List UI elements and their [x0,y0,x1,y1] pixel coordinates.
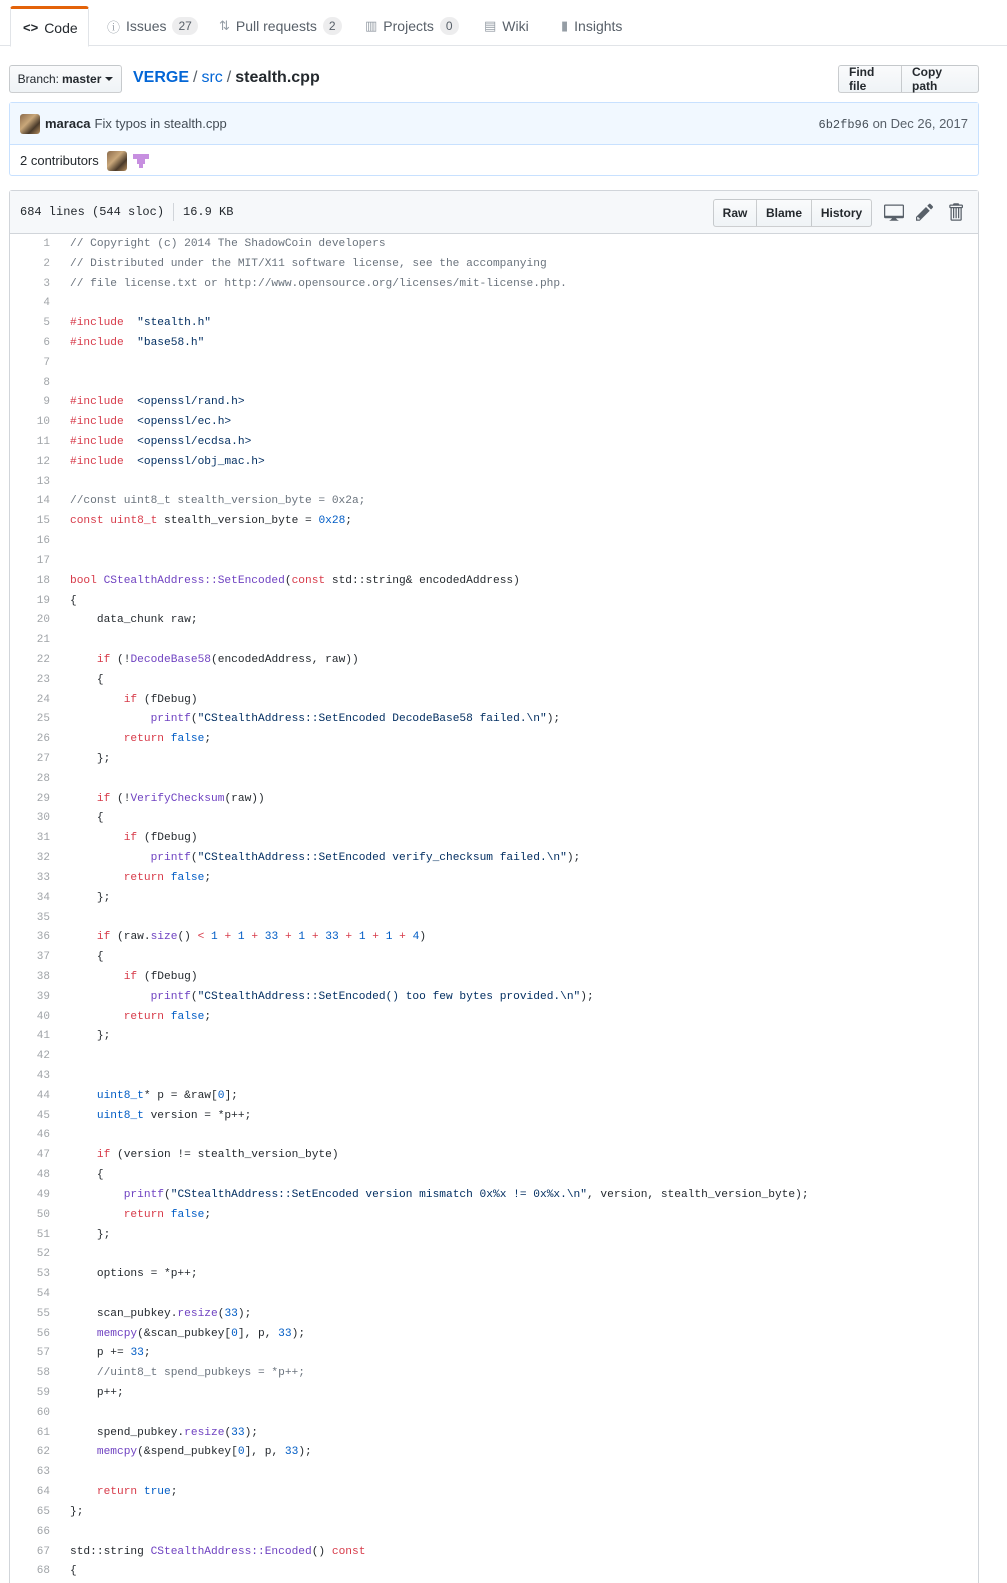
line-content: uint8_t version = *p++; [96,1109,252,1122]
line-number[interactable]: 3 [43,277,50,290]
pencil-icon[interactable] [916,202,936,222]
line-number[interactable]: 61 [36,1426,50,1439]
line-number[interactable]: 4 [43,297,50,310]
line-number[interactable]: 32 [36,852,50,865]
code-line [10,1066,978,1086]
code-line [10,908,978,928]
blame-button[interactable]: Blame [756,199,812,227]
line-number[interactable]: 19 [36,594,50,607]
code-line [10,1086,978,1106]
line-number[interactable]: 20 [36,614,50,627]
latest-commit-box [9,102,979,176]
repo-nav-tabs [0,0,1007,46]
line-content: return false; [123,733,212,746]
line-number[interactable]: 54 [36,1287,50,1300]
line-number[interactable]: 67 [36,1545,50,1558]
commit-sha-link[interactable]: 6b2fb96 [818,117,869,132]
code-line [10,987,978,1007]
line-content: memcpy(&scan_pubkey[0], p, 33); [96,1327,306,1340]
code-line [10,927,978,947]
line-content: if (version != stealth_version_byte) [96,1149,339,1162]
code-line [10,333,978,353]
line-number[interactable]: 23 [36,673,50,686]
file-viewer [9,190,979,1583]
code-line [10,710,978,730]
line-number[interactable]: 12 [36,455,50,468]
contributors-link[interactable]: 2 contributors [20,153,99,168]
code-line [10,1145,978,1165]
line-number[interactable]: 17 [36,554,50,567]
line-number[interactable]: 31 [36,832,50,845]
commit-author-link[interactable]: maraca [45,116,91,131]
line-number[interactable]: 59 [36,1387,50,1400]
line-number[interactable]: 35 [36,911,50,924]
breadcrumb-filename: stealth.cpp [235,69,320,86]
line-number[interactable]: 10 [36,416,50,429]
pull-request-icon: ⇅ [219,18,230,33]
projects-counter: 0 [440,17,459,35]
line-content: #include <openssl/rand.h> [70,396,245,409]
code-line [10,1165,978,1185]
commit-date: Dec 26, 2017 [890,115,968,131]
code-line [10,690,978,710]
line-content: { [70,1565,77,1578]
line-number[interactable]: 11 [36,436,50,449]
line-content: if (fDebug) [123,970,198,983]
code-line [10,610,978,630]
line-content: }; [70,1030,111,1043]
line-number[interactable]: 47 [36,1149,50,1162]
code-icon: <> [23,20,39,35]
code-line [10,1443,978,1463]
line-number[interactable]: 46 [36,1129,50,1142]
code-line [10,1462,978,1482]
line-number[interactable]: 29 [36,792,50,805]
raw-button[interactable]: Raw [713,199,757,227]
history-button[interactable]: History [811,199,872,227]
tab-label: Issues [126,18,167,34]
line-number[interactable]: 50 [36,1208,50,1221]
line-number[interactable]: 8 [43,376,50,389]
commit-meta [819,116,968,132]
line-number[interactable]: 14 [36,495,50,508]
code-line [10,769,978,789]
code-line [10,1205,978,1225]
breadcrumb-dir-link[interactable]: src [201,69,223,86]
code-line [10,234,978,254]
tab-label: Wiki [502,18,529,34]
contributor-avatar[interactable] [107,151,127,171]
branch-name: master [62,72,102,86]
code-line [10,393,978,413]
code-line [10,373,978,393]
code-line [10,868,978,888]
line-number[interactable]: 66 [36,1525,50,1538]
commit-message-link[interactable]: Fix typos in stealth.cpp [94,116,227,131]
line-number[interactable]: 6 [43,336,50,349]
file-size: 16.9 KB [183,205,234,219]
commit-summary [10,103,978,145]
line-content: //const uint8_t stealth_version_byte = 0x2a; [70,495,366,508]
code-line [10,1264,978,1284]
code-line [10,1403,978,1423]
tab-projects[interactable] [353,6,471,46]
line-content: #include "stealth.h" [70,317,212,330]
line-number[interactable]: 62 [36,1446,50,1459]
tab-label: Pull requests [235,18,317,34]
code-line [10,254,978,274]
line-content: { [70,951,104,964]
line-number[interactable]: 42 [36,1050,50,1063]
line-number[interactable]: 22 [36,653,50,666]
line-content: if (fDebug) [123,693,198,706]
trash-icon[interactable] [948,202,968,222]
line-content: { [70,673,104,686]
line-number[interactable]: 56 [36,1327,50,1340]
line-number[interactable]: 48 [36,1169,50,1182]
code-line [10,511,978,531]
code-line [10,729,978,749]
code-line [10,1046,978,1066]
line-number[interactable]: 53 [36,1268,50,1281]
line-content: printf("CStealthAddress::SetEncoded() too few bytes provided.\n"); [150,990,594,1003]
line-number[interactable]: 57 [36,1347,50,1360]
line-content: #include <openssl/ec.h> [70,416,232,429]
code-line [10,432,978,452]
tab-wiki[interactable] [472,6,541,46]
pull-requests-counter: 2 [323,17,342,35]
breadcrumb-repo-link[interactable]: VERGE [133,69,190,86]
line-number[interactable]: 2 [43,257,50,270]
code-line [10,630,978,650]
line-content: if (fDebug) [123,832,198,845]
breadcrumb-separator: / [193,69,198,86]
line-content: bool CStealthAddress::SetEncoded(const std::string& encodedAddress) [70,574,520,587]
line-number[interactable]: 18 [36,574,50,587]
line-number[interactable]: 26 [36,733,50,746]
line-content: memcpy(&spend_pubkey[0], p, 33); [96,1446,312,1459]
code-line [10,1304,978,1324]
code-line [10,1007,978,1027]
line-number[interactable]: 45 [36,1109,50,1122]
line-content: if (!DecodeBase58(encodedAddress, raw)) [96,653,359,666]
line-content: p += 33; [70,1347,151,1360]
issue-icon: ⓘ [107,19,121,35]
line-content: printf("CStealthAddress::SetEncoded DecodeBase58 failed.\n"); [150,713,561,726]
line-content: // Copyright (c) 2014 The ShadowCoin developers [70,237,386,250]
code-line [10,848,978,868]
line-number[interactable]: 55 [36,1307,50,1320]
line-number[interactable]: 21 [36,634,50,647]
line-number[interactable]: 30 [36,812,50,825]
code-line [10,1244,978,1264]
code-line [10,650,978,670]
line-number[interactable]: 25 [36,713,50,726]
tab-label: Insights [574,18,623,34]
code-line [10,313,978,333]
line-content: uint8_t* p = &raw[0]; [96,1089,238,1102]
line-number[interactable]: 37 [36,951,50,964]
tab-label: Code [44,19,78,36]
code-line [10,1185,978,1205]
line-number[interactable]: 43 [36,1070,50,1083]
code-line [10,1225,978,1245]
line-number[interactable]: 40 [36,1010,50,1023]
line-content: options = *p++; [70,1268,198,1281]
code-line [10,1383,978,1403]
code-listing [10,234,978,1581]
copy-path-button[interactable]: Copy path [901,65,979,93]
code-line [10,412,978,432]
line-content: }; [70,1505,84,1518]
line-number[interactable]: 65 [36,1505,50,1518]
breadcrumb-separator: / [226,69,232,86]
line-content: std::string CStealthAddress::Encoded() const [70,1545,366,1558]
tab-issues[interactable] [95,6,210,46]
branch-prefix: Branch: [17,72,59,86]
line-content: printf("CStealthAddress::SetEncoded verify_checksum failed.\n"); [150,852,581,865]
line-number[interactable]: 58 [36,1367,50,1380]
branch-select-button[interactable] [9,65,122,93]
line-content: printf("CStealthAddress::SetEncoded version mismatch 0x%x != 0x%x.\n", version, stealth_version_byte); [123,1188,809,1201]
line-content: if (!VerifyChecksum(raw)) [96,792,265,805]
line-number[interactable]: 68 [36,1565,50,1578]
line-content: { [70,594,77,607]
line-number[interactable]: 28 [36,772,50,785]
line-number[interactable]: 51 [36,1228,50,1241]
line-number[interactable]: 34 [36,891,50,904]
line-number[interactable]: 52 [36,1248,50,1261]
book-icon: ▤ [484,18,497,33]
line-content: const uint8_t stealth_version_byte = 0x28; [70,515,353,528]
tab-code[interactable] [10,6,89,47]
code-line [10,1561,978,1581]
line-number[interactable]: 49 [36,1188,50,1201]
code-line [10,531,978,551]
line-number[interactable]: 60 [36,1406,50,1419]
line-number[interactable]: 1 [43,237,50,250]
code-line [10,1542,978,1562]
code-line [10,353,978,373]
code-line [10,1344,978,1364]
code-line [10,1106,978,1126]
code-line [10,670,978,690]
code-line [10,828,978,848]
tab-insights[interactable] [549,6,634,46]
line-content: }; [70,753,111,766]
line-content: spend_pubkey.resize(33); [70,1426,259,1439]
code-line [10,452,978,472]
project-icon: ▥ [365,18,378,33]
code-line [10,1363,978,1383]
caret-down-icon [105,77,113,81]
line-number[interactable]: 7 [43,356,50,369]
code-line [10,1284,978,1304]
line-content: // file license.txt or http://www.opensource.org/licenses/mit-license.php. [70,277,567,290]
code-line [10,1482,978,1502]
line-content: { [70,812,104,825]
code-line [10,591,978,611]
line-content: }; [70,891,111,904]
line-number[interactable]: 63 [36,1466,50,1479]
code-line [10,1126,978,1146]
code-line [10,1522,978,1542]
code-line [10,749,978,769]
code-line [10,551,978,571]
code-line [10,1324,978,1344]
line-number[interactable]: 33 [36,871,50,884]
code-line [10,947,978,967]
code-line [10,967,978,987]
code-line [10,274,978,294]
file-header [10,191,978,234]
line-number[interactable]: 24 [36,693,50,706]
line-content: scan_pubkey.resize(33); [70,1307,252,1320]
line-content: // Distributed under the MIT/X11 software license, see the accompanying [70,257,547,270]
line-number[interactable]: 39 [36,990,50,1003]
code-line [10,1502,978,1522]
breadcrumb [133,68,320,88]
line-content: return false; [123,1208,212,1221]
tab-label: Projects [383,18,434,34]
contributors-row [10,145,978,176]
line-content: return true; [96,1486,178,1499]
code-line [10,293,978,313]
line-content: if (raw.size() < 1 + 1 + 33 + 1 + 33 + 1 + 1 + 4) [96,931,427,944]
line-content: }; [70,1228,111,1241]
code-line [10,1027,978,1047]
line-number[interactable]: 5 [43,317,50,330]
graph-icon: ▮ [561,18,569,33]
code-line [10,472,978,492]
line-number[interactable]: 9 [43,396,50,409]
line-number[interactable]: 36 [36,931,50,944]
code-line [10,1423,978,1443]
code-line [10,571,978,591]
line-number[interactable]: 44 [36,1089,50,1102]
line-content: data_chunk raw; [70,614,198,627]
line-number[interactable]: 16 [36,535,50,548]
author-avatar[interactable] [20,114,40,134]
line-content: return false; [123,871,212,884]
tab-pull-requests[interactable] [207,6,354,46]
line-number[interactable]: 27 [36,753,50,766]
desktop-icon[interactable] [884,202,904,222]
line-content: { [70,1169,104,1182]
line-content: #include <openssl/ecdsa.h> [70,436,252,449]
line-content: return false; [123,1010,212,1023]
line-number[interactable]: 64 [36,1486,50,1499]
commit-date-prefix: on [872,115,888,131]
line-number[interactable]: 15 [36,515,50,528]
contributor-avatar[interactable] [131,151,151,171]
line-content: #include "base58.h" [70,336,205,349]
code-line [10,809,978,829]
line-number[interactable]: 38 [36,970,50,983]
line-number[interactable]: 41 [36,1030,50,1043]
code-line [10,492,978,512]
divider [173,203,174,221]
code-line [10,888,978,908]
file-line-count: 684 lines (544 sloc) [20,205,165,219]
line-content: //uint8_t spend_pubkeys = *p++; [96,1367,305,1380]
line-content: p++; [70,1387,124,1400]
find-file-button[interactable]: Find file [838,65,902,93]
issues-counter: 27 [172,17,197,35]
line-content: #include <openssl/obj_mac.h> [70,455,265,468]
line-number[interactable]: 13 [36,475,50,488]
file-info [20,205,233,221]
code-line [10,789,978,809]
